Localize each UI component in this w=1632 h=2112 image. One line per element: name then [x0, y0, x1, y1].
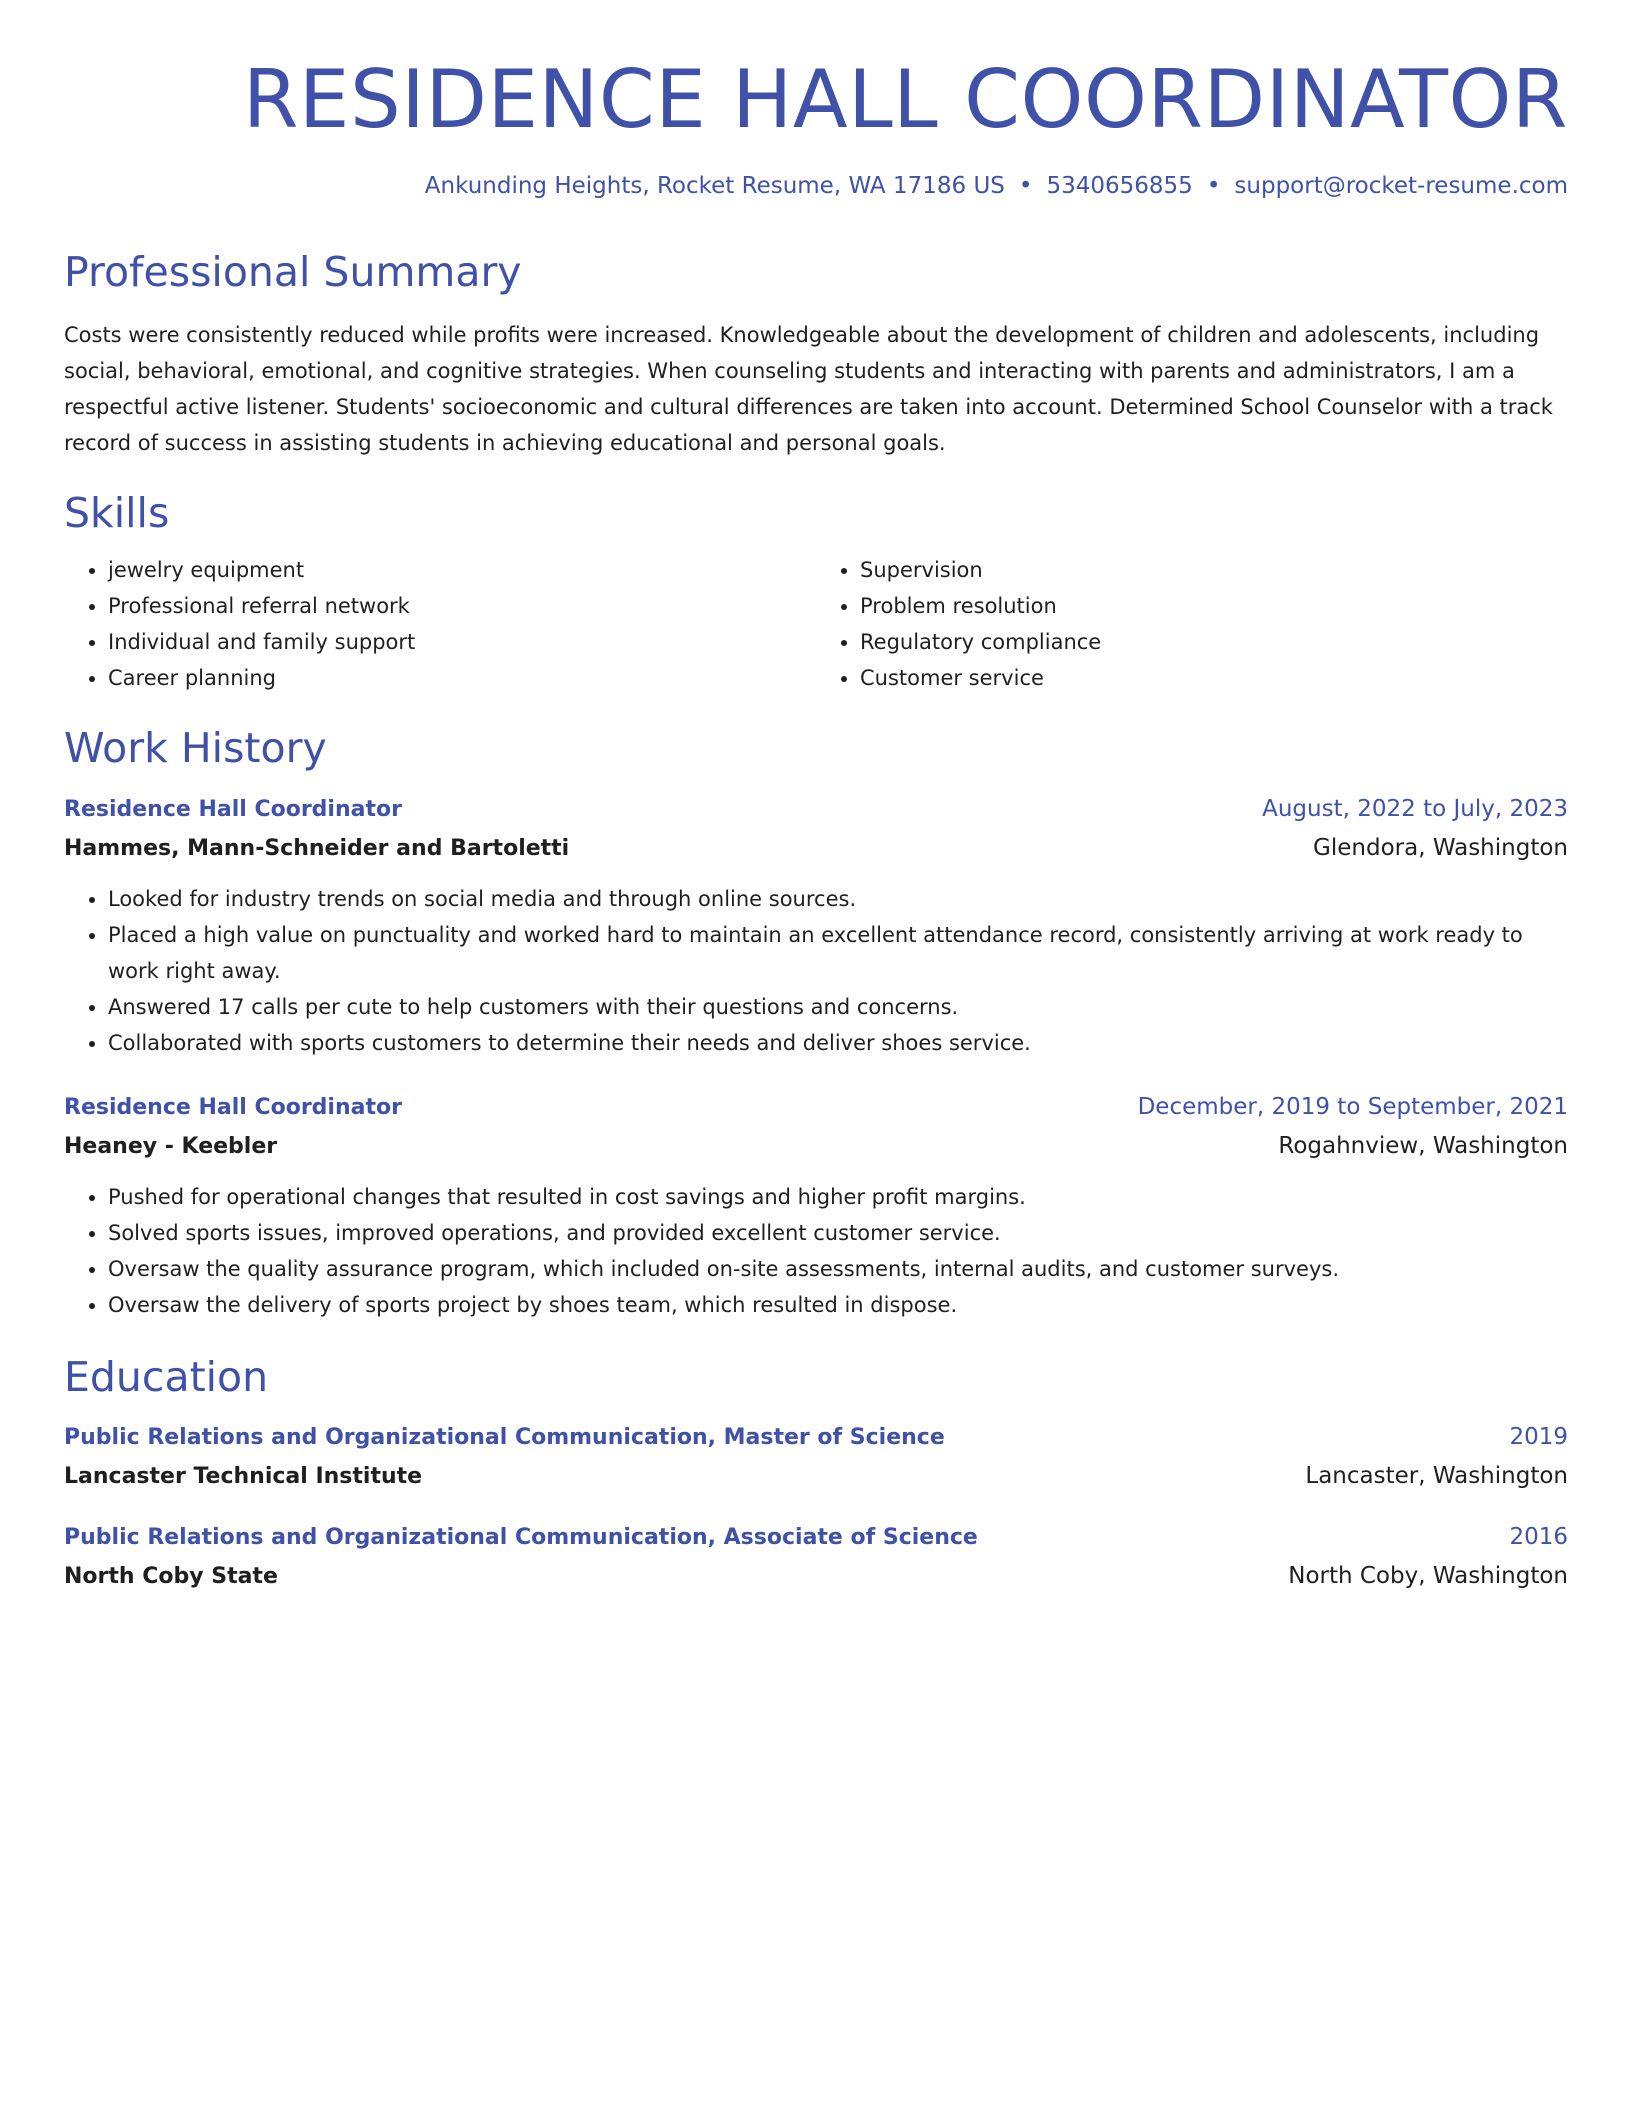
contact-email[interactable]: support@rocket-resume.com [1234, 173, 1568, 199]
job-bullet: • Oversaw the delivery of sports project by shoes team, which resulted in dispose. [108, 1287, 1568, 1323]
job-bullets [64, 1179, 1568, 1323]
education-degree: Public Relations and Organizational Communication, Master of Science [64, 1424, 945, 1450]
job-bullet: • Solved sports issues, improved operations, and provided excellent customer service. [108, 1215, 1568, 1251]
contact-phone: 5340656855 [1046, 173, 1193, 199]
contact-separator: • [1018, 173, 1033, 199]
job-bullet: • Looked for industry trends on social media and through online sources. [108, 881, 1568, 917]
job-company-row [64, 828, 1568, 869]
work-history-heading: Work History [64, 724, 327, 773]
education-school-row [64, 1456, 1568, 1497]
contact-separator: • [1206, 173, 1221, 199]
education-header-row [64, 1419, 1568, 1456]
job-dates: August, 2022 to July, 2023 [1262, 796, 1568, 823]
job-title: Residence Hall Coordinator [64, 797, 402, 823]
job-location: Glendora, Washington [1313, 835, 1568, 862]
job-entry [64, 1089, 1568, 1323]
job-bullet: • Pushed for operational changes that resulted in cost savings and higher profit margins. [108, 1179, 1568, 1215]
job-company: Heaney - Keebler [64, 1134, 278, 1160]
job-location: Rogahnview, Washington [1278, 1133, 1568, 1160]
education-year: 2019 [1509, 1423, 1568, 1450]
education-entry [64, 1519, 1568, 1597]
skills-right-column [816, 552, 1568, 696]
summary-text: Costs were consistently reduced while profits were increased. Knowledgeable about the development of children and adolescents, including social, behavioral, emotional, and cognitive strategies. When counseling students and interacting with parents and administrators, I am a respectful active listener. Students' socioeconomic and cultural differences are taken into account. Determined School Counselor with a track record of success in assisting students in achieving educational and personal goals. [64, 323, 1553, 456]
skill-item: • Problem resolution [860, 588, 1568, 624]
job-bullet: • Answered 17 calls per cute to help customers with their questions and concerns. [108, 989, 1568, 1025]
job-header-row [64, 791, 1568, 828]
job-bullet: • Placed a high value on punctuality and worked hard to maintain an excellent attendance record, consistently arriving at work ready to work right away. [108, 917, 1568, 989]
job-entry [64, 791, 1568, 1061]
education-location: Lancaster, Washington [1305, 1462, 1568, 1489]
job-company: Hammes, Mann-Schneider and Bartoletti [64, 836, 570, 862]
summary-heading: Professional Summary [64, 247, 522, 296]
education-school: Lancaster Technical Institute [64, 1463, 423, 1489]
contact-line [64, 172, 1568, 202]
resume-name: RESIDENCE HALL COORDINATOR [242, 53, 1568, 146]
skill-item: • Supervision [860, 552, 1568, 588]
contact-address: Ankunding Heights, Rocket Resume, WA 17186 US [424, 173, 1005, 199]
skills-left-column [64, 552, 816, 696]
job-dates: December, 2019 to September, 2021 [1137, 1094, 1568, 1121]
education-school: North Coby State [64, 1563, 278, 1589]
education-location: North Coby, Washington [1288, 1562, 1568, 1589]
skill-item: • Career planning [108, 660, 816, 696]
job-bullet: • Oversaw the quality assurance program, which included on-site assessments, internal audits, and customer surveys. [108, 1251, 1568, 1287]
job-bullet: • Collaborated with sports customers to determine their needs and deliver shoes service. [108, 1025, 1568, 1061]
education-degree: Public Relations and Organizational Communication, Associate of Science [64, 1524, 978, 1550]
skill-item: • Customer service [860, 660, 1568, 696]
skills-grid [64, 552, 1568, 696]
job-company-row [64, 1126, 1568, 1167]
education-year: 2016 [1509, 1523, 1568, 1550]
skill-item: • jewelry equipment [108, 552, 816, 588]
job-title: Residence Hall Coordinator [64, 1095, 402, 1121]
skill-item: • Professional referral network [108, 588, 816, 624]
education-header-row [64, 1519, 1568, 1556]
skills-heading: Skills [64, 489, 170, 538]
job-bullets [64, 881, 1568, 1061]
education-heading: Education [64, 1353, 269, 1402]
job-header-row [64, 1089, 1568, 1126]
education-school-row [64, 1556, 1568, 1597]
education-entry [64, 1419, 1568, 1497]
skill-item: • Individual and family support [108, 624, 816, 660]
skill-item: • Regulatory compliance [860, 624, 1568, 660]
